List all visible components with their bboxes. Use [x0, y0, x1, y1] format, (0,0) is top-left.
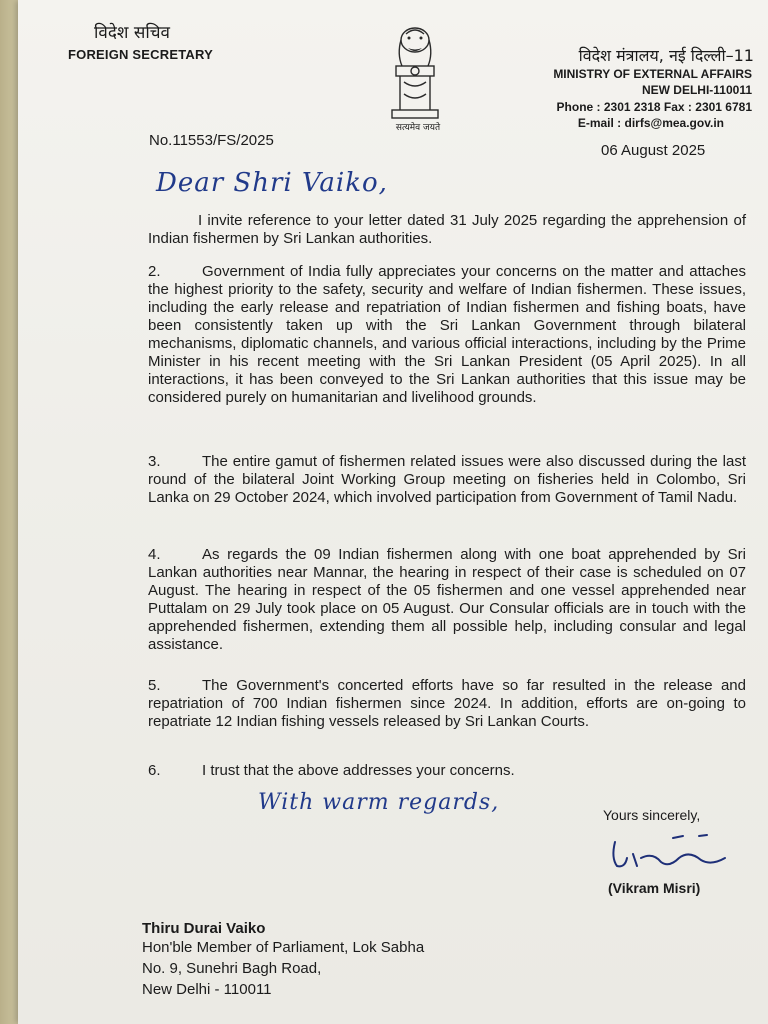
letterhead-hindi-title: विदेश सचिव — [94, 23, 170, 43]
paragraph-number: 3. — [148, 453, 161, 470]
addressee-line-3: New Delhi - 110011 — [142, 981, 272, 998]
paragraph-text: I trust that the above addresses your concerns. — [202, 762, 515, 779]
paragraph-text: The Government's concerted efforts have so far resulted in the release and repatriation of 700 Indian fishermen since 2024. In addition, efforts are on-going to repatriate 12 Indian fishing vessels released by Sri Lankan Courts. — [148, 677, 746, 730]
paragraph-5 — [148, 677, 746, 731]
paragraph-text: As regards the 09 Indian fishermen along with one boat apprehended by Sri Lankan authorities near Mannar, the hearing in respect of their case is scheduled on 07 August. The hearing in respect of the 05 fishermen and one vessel apprehended near Puttalam on 29 July took place on 05 August. Our Consular officials are in touch with the apprehended fishermen, extending them all possible help, including consular and legal assistance. — [148, 546, 746, 653]
ministry-email: E-mail : dirfs@mea.gov.in — [577, 116, 724, 130]
addressee-name: Thiru Durai Vaiko — [142, 920, 266, 937]
paragraph-number: 4. — [148, 546, 161, 563]
paragraph-6 — [148, 762, 746, 780]
paragraph-number: 5. — [148, 677, 161, 694]
letter-page — [18, 0, 768, 1024]
addressee-line-2: No. 9, Sunehri Bagh Road, — [142, 960, 322, 977]
letterhead-designation: FOREIGN SECRETARY — [68, 47, 213, 62]
paragraph-text: I invite reference to your letter dated 31 July 2025 regarding the apprehension of Indian fishermen by Sri Lankan authorities. — [148, 212, 746, 247]
letter-date: 06 August 2025 — [601, 142, 706, 159]
ministry-phone: Phone : 2301 2318 Fax : 2301 6781 — [556, 100, 752, 114]
paragraph-3 — [148, 453, 746, 507]
paragraph-number: 2. — [148, 263, 161, 280]
paragraph-number: 6. — [148, 762, 161, 779]
signature-icon — [603, 828, 733, 878]
paragraph-4 — [148, 546, 746, 654]
ministry-hindi: विदेश मंत्रालय, नई दिल्ली–11 — [578, 46, 754, 65]
handwritten-closing: With warm regards, — [258, 790, 500, 815]
ministry-city: NEW DELHI-110011 — [641, 83, 752, 97]
emblem-motto: सत्यमेव जयते — [395, 123, 441, 133]
sign-off: Yours sincerely, — [603, 807, 701, 823]
paragraph-2 — [148, 263, 746, 407]
addressee-line-1: Hon'ble Member of Parliament, Lok Sabha — [142, 939, 425, 956]
national-emblem-icon — [382, 18, 448, 136]
paragraph-text: Government of India fully appreciates your concerns on the matter and attaches the highest priority to the safety, security and welfare of Indian fishermen. These issues, including the early release and repatriation of Indian fishermen and fishing boats, have been consistently taken up with the Sri Lankan Government through bilateral mechanisms, diplomatic channels, and various official interactions, including by the Prime Minister in his recent meeting with the Sri Lankan President (05 April 2025). In all interactions, it has been conveyed to the Sri Lankan authorities that this issue may be considered purely on humanitarian and livelihood grounds. — [148, 263, 746, 406]
reference-number: No.11553/FS/2025 — [149, 132, 274, 149]
ministry-name: MINISTRY OF EXTERNAL AFFAIRS — [553, 67, 752, 81]
paragraph-1 — [148, 212, 746, 248]
handwritten-salutation: Dear Shri Vaiko, — [156, 168, 388, 198]
paragraph-text: The entire gamut of fishermen related issues were also discussed during the last round of the bilateral Joint Working Group meeting on fisheries held in Colombo, Sri Lanka on 29 October 2024, which involved participation from Government of Tamil Nadu. — [148, 453, 746, 506]
signatory-name: (Vikram Misri) — [608, 880, 701, 896]
